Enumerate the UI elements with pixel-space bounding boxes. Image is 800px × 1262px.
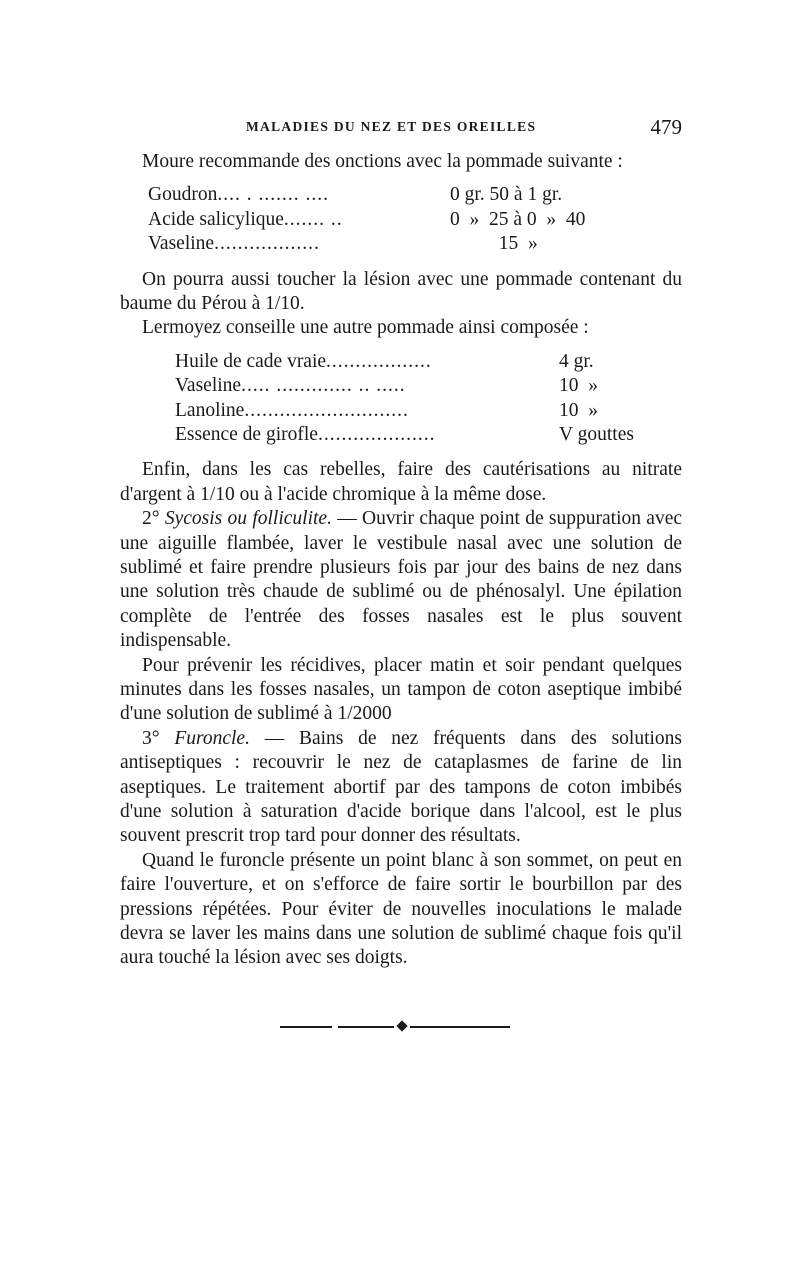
ingredient-name: Vaseline xyxy=(148,233,215,255)
recipe-row xyxy=(120,374,682,398)
paragraph: Enfin, dans les cas rebelles, faire des cautérisations au nitrate d'argent à 1/10 ou à l'acide chromique à la même dose. xyxy=(120,459,682,505)
paragraph: Moure recommande des onctions avec la pommade suivante : xyxy=(142,151,623,172)
ingredient-dose: 10 » xyxy=(559,375,598,397)
page-number: 479 xyxy=(650,115,682,139)
section-text: — Ouvrir chaque point de suppuration avec une aiguille flambée, laver le vestibule nasal avec une solution de sublimé et faire prendre plusieurs fois par jour des bains de nez dans une solution très chaude de sublimé ou de phénosalyl. Une épilation complète de l'entrée des fosses nasales est le plus souvent indispensable. xyxy=(120,508,683,652)
leader-dots: ............................ xyxy=(244,399,409,421)
recipe-row xyxy=(120,208,682,232)
paragraph-sycosis xyxy=(120,507,682,653)
recipe-row xyxy=(120,350,682,374)
ingredient-dose: 0 gr. 50 à 1 gr. xyxy=(450,184,563,206)
paragraph: Lermoyez conseille une autre pommade ainsi composée : xyxy=(142,317,589,339)
leader-dots: .... . ....... .... xyxy=(217,184,329,206)
section-number: 2° xyxy=(142,508,160,530)
leader-dots: .................... xyxy=(317,423,436,445)
ingredient-dose: 4 gr. xyxy=(559,350,594,372)
running-title: MALADIES DU NEZ ET DES OREILLES xyxy=(246,119,537,134)
leader-dots: ....... .. xyxy=(283,208,343,230)
ingredient-name: Huile de cade vraie xyxy=(175,350,327,372)
ingredient-dose: 0 » 25 à 0 » 40 xyxy=(450,208,586,230)
leader-dots: .................. xyxy=(214,233,320,255)
page-header xyxy=(120,115,682,139)
ingredient-dose: 15 » xyxy=(450,233,538,255)
recipe-row xyxy=(120,399,682,423)
section-end-ornament xyxy=(280,1022,520,1032)
leader-dots: .................. xyxy=(326,350,432,372)
recipe-lermoyez xyxy=(120,350,682,448)
leader-dots: ..... ............. .. ..... xyxy=(241,375,406,397)
section-title: Sycosis ou folliculite. xyxy=(164,508,332,530)
recipe-row xyxy=(120,232,682,256)
paragraph: On pourra aussi toucher la lésion avec une pommade contenant du baume du Pérou à 1/10. xyxy=(120,268,682,314)
ingredient-name: Essence de girofle xyxy=(175,423,318,445)
section-number: 3° xyxy=(142,727,160,749)
ingredient-dose: 10 » xyxy=(559,399,598,421)
recipe-moure xyxy=(120,183,682,256)
ingredient-dose: V gouttes xyxy=(559,423,634,445)
paragraph-furoncle xyxy=(120,727,682,849)
recipe-row xyxy=(120,183,682,207)
section-title: Furoncle. xyxy=(174,727,250,749)
paragraph: Pour prévenir les récidives, placer matin et soir pendant quelques minutes dans les fosses nasales, un tampon de coton aseptique imbibé d'une solution de sublimé à 1/2000 xyxy=(120,654,682,725)
ingredient-name: Lanoline xyxy=(175,399,245,421)
ingredient-name: Vaseline xyxy=(175,375,242,397)
paragraph: Quand le furoncle présente un point blanc à son sommet, on peut en faire l'ouverture, et on s'efforce de faire sortir le bourbillon par des pressions répétées. Pour éviter de nouvelles inoculations le malade devra se laver les mains dans une solution de sublimé chaque fois qu'il aura touché la lésion avec ses doigts. xyxy=(120,849,682,969)
ingredient-name: Acide salicylique xyxy=(148,208,284,230)
ingredient-name: Goudron xyxy=(148,184,218,206)
body-text xyxy=(120,150,682,971)
recipe-row xyxy=(120,423,682,447)
section-text: — Bains de nez fréquents dans des solutions antiseptiques : recouvrir le nez de cataplasmes de farine de lin aseptiques. Le traitement abortif par des tampons de coton imbibés d'une solution à saturation d'acide borique dans l'alcool, est le plus souvent prescrit trop tard pour donner des résultats. xyxy=(120,727,683,847)
